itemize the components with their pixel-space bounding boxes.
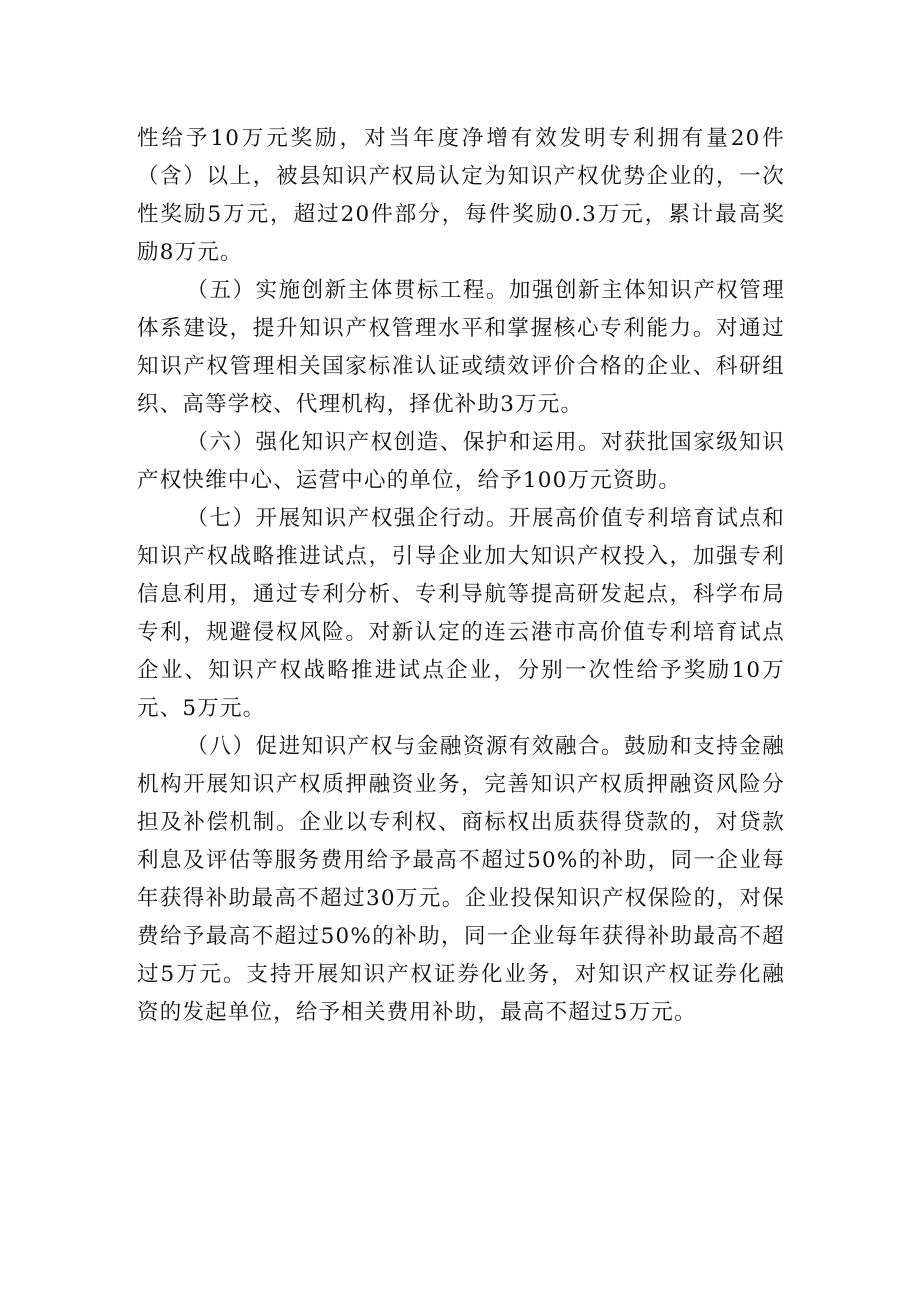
paragraph-section-8: （八）促进知识产权与金融资源有效融合。鼓励和支持金融机构开展知识产权质押融资业务，完善知识产权质押融资风险分担及补偿机制。企业以专利权、商标权出质获得贷款的，对贷款利息及评估等服务费用给予最高不超过50%的补助，同一企业每年获得补助最高不超过30万元。企业投保知识产权保险的，对保费给予最高不超过50%的补助，同一企业每年获得补助最高不超过5万元。支持开展知识产权证券化业务，对知识产权证券化融资的发起单位，给予相关费用补助，最高不超过5万元。 [137, 734, 785, 1025]
paragraph-section-7: （七）开展知识产权强企行动。开展高价值专利培育试点和知识产权战略推进试点，引导企业加大知识产权投入，加强专利信息利用，通过专利分析、专利导航等提高研发起点，科学布局专利，规避侵权风险。对新认定的连云港市高价值专利培育试点企业、知识产权战略推进试点企业，分别一次性给予奖励10万元、5万元。 [137, 506, 785, 721]
paragraph-section-5: （五）实施创新主体贯标工程。加强创新主体知识产权管理体系建设，提升知识产权管理水平和掌握核心专利能力。对通过知识产权管理相关国家标准认证或绩效评价合格的企业、科研组织、高等学校、代理机构，择优补助3万元。 [137, 278, 785, 417]
paragraph-section-6: （六）强化知识产权创造、保护和运用。对获批国家级知识产权快维中心、运营中心的单位，给予100万元资助。 [137, 430, 785, 493]
document-body [137, 120, 785, 1032]
paragraph-continuation: 性给予10万元奖励，对当年度净增有效发明专利拥有量20件（含）以上，被县知识产权局认定为知识产权优势企业的，一次性奖励5万元，超过20件部分，每件奖励0.3万元，累计最高奖励8万元。 [137, 126, 785, 265]
